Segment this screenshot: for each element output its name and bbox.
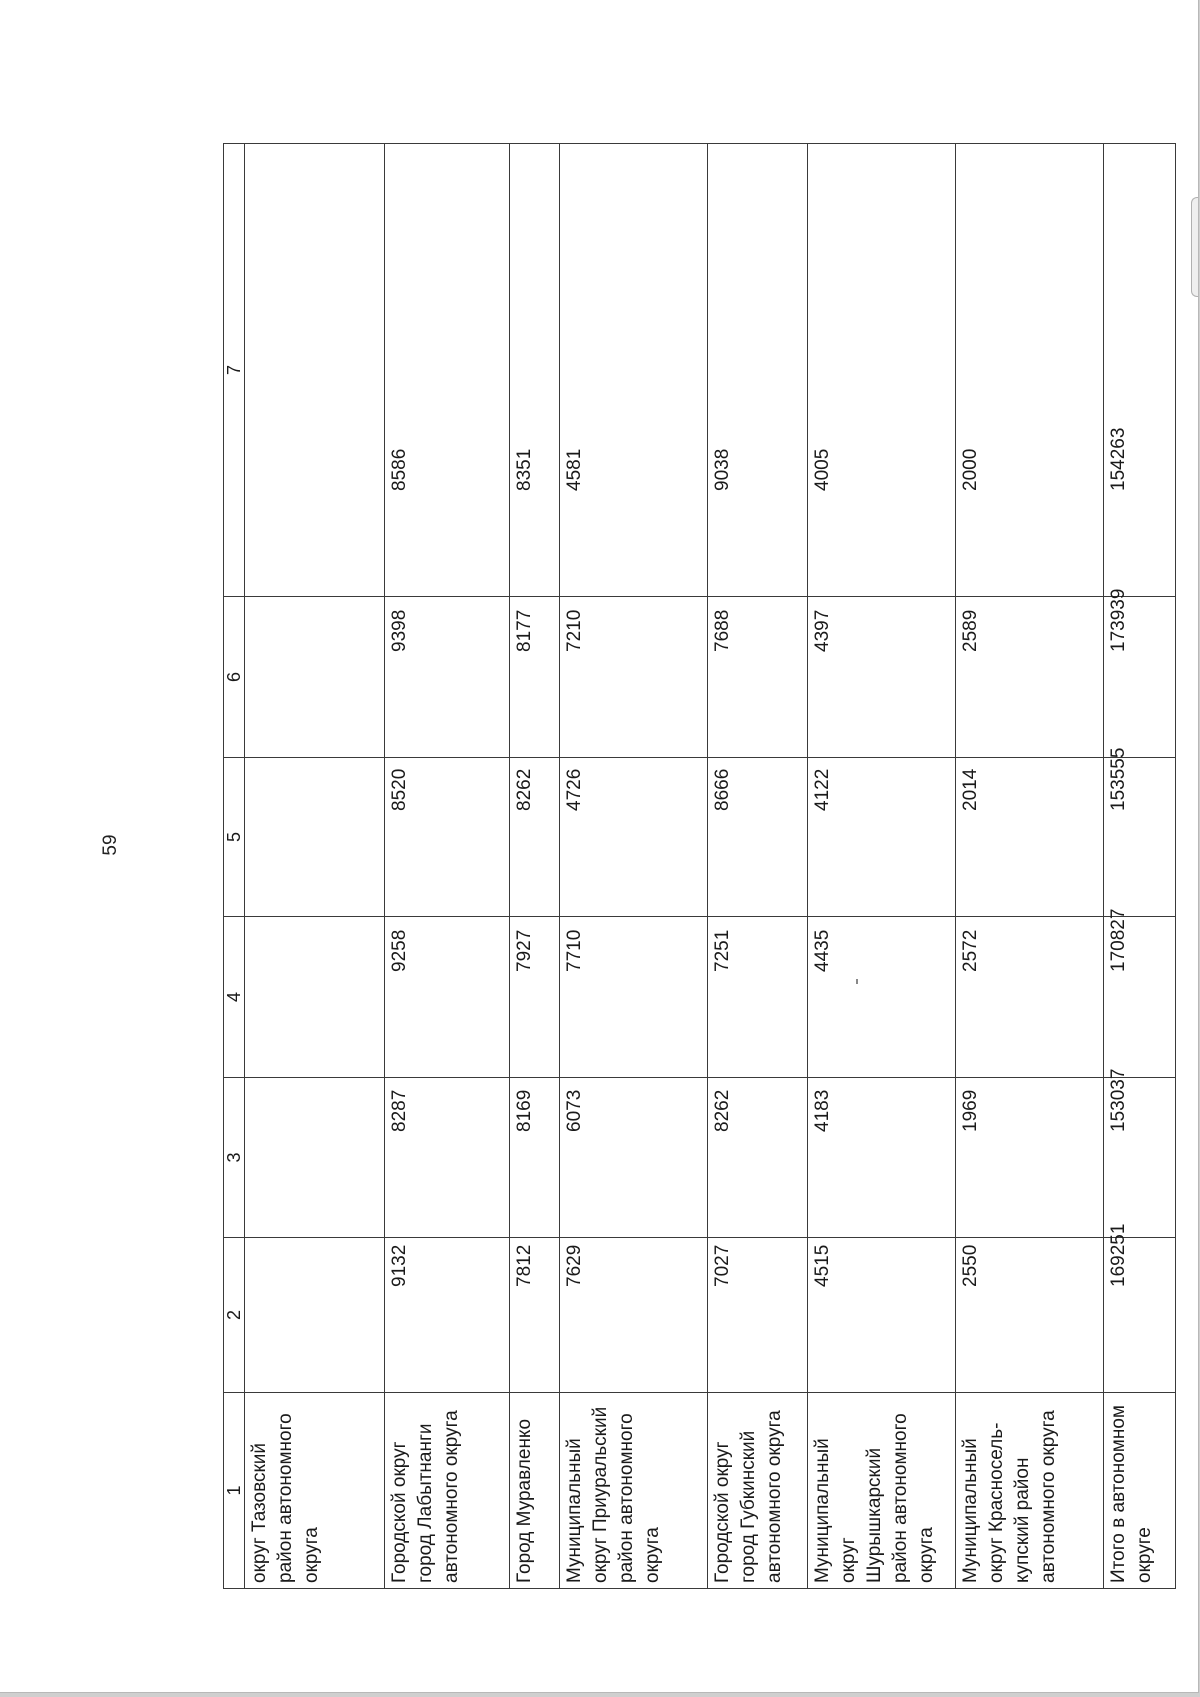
total-value-cell: 173939	[1104, 597, 1176, 758]
value-cell: 9398	[385, 597, 510, 758]
value-cell: 9258	[385, 917, 510, 1078]
table-row	[510, 144, 560, 1589]
value-cell	[245, 144, 385, 597]
value-cell: 1969	[956, 1078, 1104, 1238]
value-cell: 2014	[956, 758, 1104, 917]
value-cell: 7629	[560, 1238, 708, 1393]
value-cell: 4397	[808, 597, 956, 758]
table-row	[956, 144, 1104, 1589]
value-cell: 7251	[708, 917, 808, 1078]
rotated-table-container	[223, 144, 1155, 1589]
column-header: 1	[224, 1393, 245, 1589]
value-cell: 8351	[510, 144, 560, 597]
total-value-cell: 154263	[1104, 144, 1176, 597]
value-cell: 2550	[956, 1238, 1104, 1393]
value-cell: 7812	[510, 1238, 560, 1393]
value-cell	[245, 1238, 385, 1393]
value-cell	[245, 1078, 385, 1238]
region-name-cell: Городской округ город Губкинский автономного округа	[708, 1393, 808, 1589]
value-cell	[245, 917, 385, 1078]
value-cell: 9132	[385, 1238, 510, 1393]
table-row	[708, 144, 808, 1589]
value-cell: 8520	[385, 758, 510, 917]
value-cell: 4122	[808, 758, 956, 917]
value-cell: 8177	[510, 597, 560, 758]
value-cell: 7027	[708, 1238, 808, 1393]
value-cell: 8262	[510, 758, 560, 917]
value-cell: 4726	[560, 758, 708, 917]
value-cell: 9038	[708, 144, 808, 597]
value-cell: 8262	[708, 1078, 808, 1238]
region-name-cell: Городской округ город Лабытнанги автономного округа	[385, 1393, 510, 1589]
region-name-cell: Город Муравленко	[510, 1393, 560, 1589]
page-number: 59	[100, 834, 121, 856]
value-cell: 4005	[808, 144, 956, 597]
table-header-row	[224, 144, 245, 1589]
column-header: 5	[224, 758, 245, 917]
total-value-cell: 153555	[1104, 758, 1176, 917]
total-value-cell: 153037	[1104, 1078, 1176, 1238]
value-cell: 7688	[708, 597, 808, 758]
region-name-cell: Муниципальный округ Приуральский район автономного округа	[560, 1393, 708, 1589]
page-edge-tab	[1191, 197, 1198, 297]
value-cell: 8666	[708, 758, 808, 917]
table-row-total	[1104, 144, 1176, 1589]
column-header: 2	[224, 1238, 245, 1393]
value-cell: 7210	[560, 597, 708, 758]
value-cell: 2572	[956, 917, 1104, 1078]
table-row	[808, 144, 956, 1589]
table-row	[560, 144, 708, 1589]
value-cell	[245, 758, 385, 917]
value-cell: 2589	[956, 597, 1104, 758]
value-cell: 6073	[560, 1078, 708, 1238]
column-header: 4	[224, 917, 245, 1078]
value-cell: 8287	[385, 1078, 510, 1238]
table-row	[385, 144, 510, 1589]
value-cell: 4515	[808, 1238, 956, 1393]
total-value-cell: 170827	[1104, 917, 1176, 1078]
value-cell: 4435	[808, 917, 956, 1078]
table-row	[245, 144, 385, 1589]
value-cell: 7710	[560, 917, 708, 1078]
total-label-cell: Итого в автономном округе	[1104, 1393, 1176, 1589]
value-cell: 4581	[560, 144, 708, 597]
region-name-cell: округ Тазовский район автономного округа	[245, 1393, 385, 1589]
total-value-cell: 169251	[1104, 1238, 1176, 1393]
column-header: 7	[224, 144, 245, 597]
value-cell	[245, 597, 385, 758]
value-cell: 7927	[510, 917, 560, 1078]
data-table	[223, 143, 1176, 1589]
value-cell: 4183	[808, 1078, 956, 1238]
column-header: 6	[224, 597, 245, 758]
value-cell: 8586	[385, 144, 510, 597]
value-cell: 8169	[510, 1078, 560, 1238]
region-name-cell: Муниципальный округ Красносель-купский район автономного округа	[956, 1393, 1104, 1589]
value-cell: 2000	[956, 144, 1104, 597]
region-name-cell: Муниципальный округ Шурышкарский район автономного округа	[808, 1393, 956, 1589]
column-header: 3	[224, 1078, 245, 1238]
